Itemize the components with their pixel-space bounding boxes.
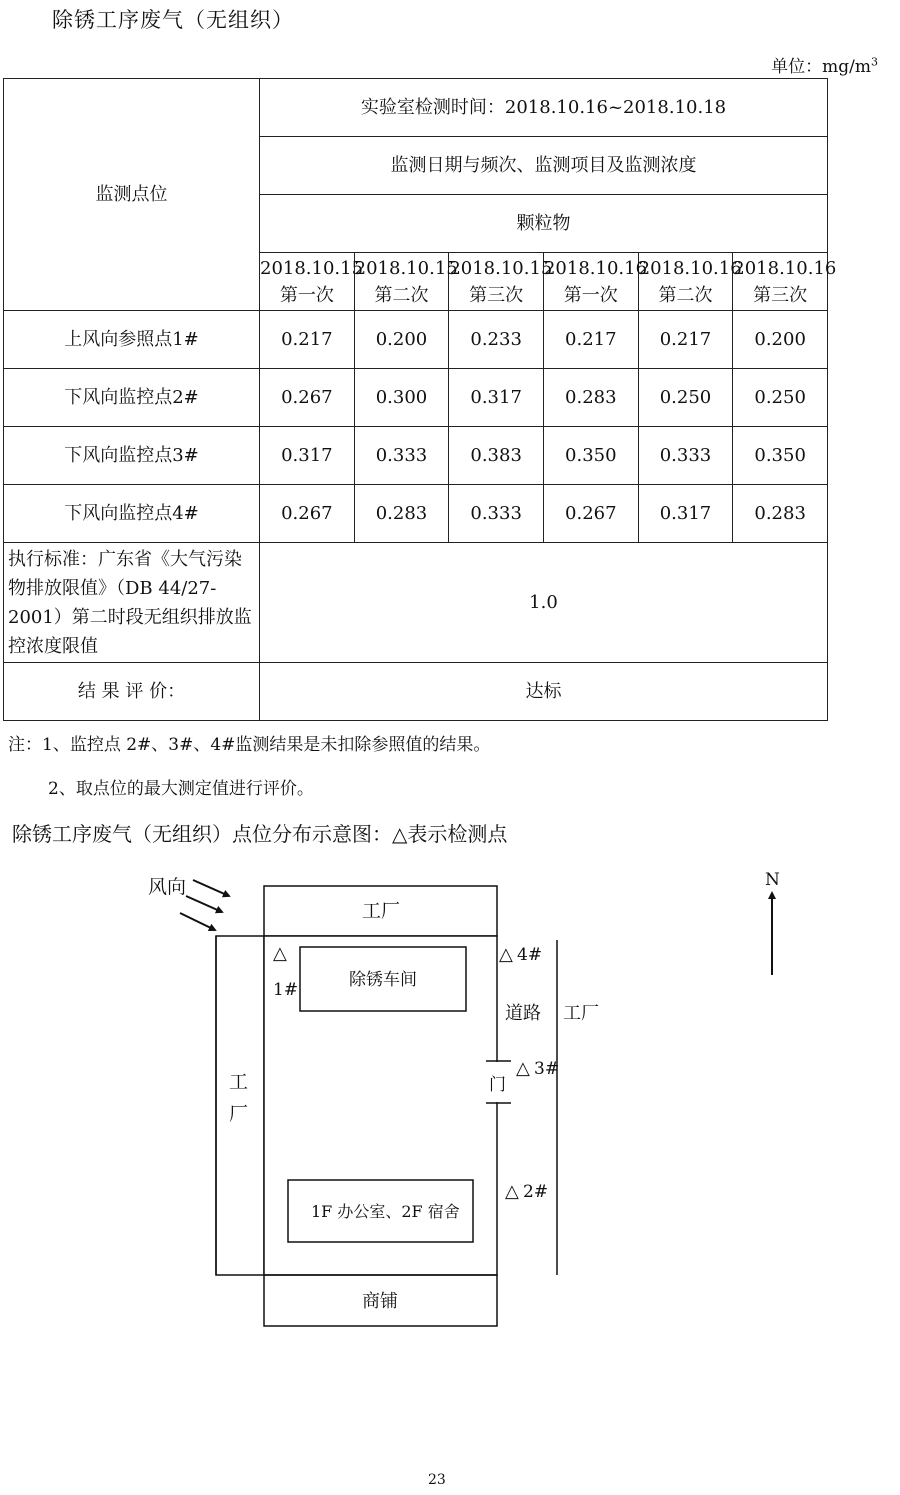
point-label: 下风向监控点4# — [4, 485, 260, 543]
value-cell: 0.283 — [354, 485, 449, 543]
factory-left-label-1: 工 — [229, 1071, 249, 1093]
table-row — [4, 427, 828, 485]
date-header-cell: 2018.10.16 第二次 — [638, 253, 733, 311]
value-cell: 0.217 — [543, 311, 638, 369]
monitor-point-3-label: 3# — [534, 1059, 560, 1079]
value-cell: 0.283 — [733, 485, 828, 543]
table-row — [4, 311, 828, 369]
value-cell: 0.333 — [354, 427, 449, 485]
note-1: 注：1、监控点 2#、3#、4#监测结果是未扣除参照值的结果。 — [8, 735, 491, 755]
page-number: 23 — [428, 1472, 446, 1488]
table-row — [4, 485, 828, 543]
date-header-cell: 2018.10.16 第一次 — [543, 253, 638, 311]
frequency-header: 监测日期与频次、监测项目及监测浓度 — [260, 137, 828, 195]
point-label: 下风向监控点2# — [4, 369, 260, 427]
road-label: 道路 — [505, 1003, 541, 1024]
value-cell: 0.350 — [543, 427, 638, 485]
factory-left-label-2: 厂 — [229, 1103, 249, 1125]
diagram-title: 除锈工序废气（无组织）点位分布示意图：△表示检测点 — [12, 822, 508, 846]
monitor-point-1-label: 1# — [273, 980, 299, 1000]
unit-label — [771, 52, 878, 77]
monitoring-table — [3, 78, 837, 721]
value-cell: 0.283 — [543, 369, 638, 427]
site-diagram — [0, 855, 900, 1355]
value-cell: 0.267 — [260, 369, 355, 427]
value-cell: 0.383 — [449, 427, 544, 485]
monitor-point-3-icon: △ — [516, 1058, 530, 1079]
office-label: 1F 办公室、2F 宿舍 — [311, 1202, 460, 1221]
date-header-cell: 2018.10.15 第三次 — [449, 253, 544, 311]
workshop-label: 除锈车间 — [349, 970, 417, 990]
date-header-cell: 2018.10.16 第三次 — [733, 253, 828, 311]
value-cell: 0.233 — [449, 311, 544, 369]
page-heading: 除锈工序废气（无组织） — [52, 8, 294, 32]
value-cell: 0.200 — [354, 311, 449, 369]
wind-label: 风向 — [148, 876, 187, 898]
monitor-point-4-icon: △ — [499, 944, 513, 965]
point-header: 监测点位 — [4, 79, 260, 311]
wind-arrow-icon — [186, 896, 222, 912]
value-cell: 0.267 — [543, 485, 638, 543]
result-value: 达标 — [260, 663, 828, 721]
lab-time-cell: 实验室检测时间：2018.10.16~2018.10.18 — [260, 79, 828, 137]
value-cell: 0.217 — [260, 311, 355, 369]
table-row — [4, 369, 828, 427]
value-cell: 0.350 — [733, 427, 828, 485]
item-header: 颗粒物 — [260, 195, 828, 253]
monitor-point-2-label: 2# — [523, 1182, 549, 1202]
note-2: 2、取点位的最大测定值进行评价。 — [48, 779, 314, 799]
wind-arrow-icon — [193, 880, 229, 896]
shop-label: 商铺 — [362, 1291, 398, 1312]
standard-label: 执行标准：广东省《大气污染物排放限值》（DB 44/27-2001）第二时段无组织排放监控浓度限值 — [4, 543, 260, 663]
monitor-point-1-icon: △ — [273, 943, 287, 964]
wind-arrow-icon — [180, 913, 215, 930]
value-cell: 0.250 — [638, 369, 733, 427]
unit-superscript: 3 — [871, 55, 878, 69]
monitor-point-4-label: 4# — [517, 945, 543, 965]
standard-value: 1.0 — [260, 543, 828, 663]
monitor-point-2-icon: △ — [505, 1181, 519, 1202]
value-cell: 0.317 — [449, 369, 544, 427]
date-header-cell: 2018.10.15 第一次 — [260, 253, 355, 311]
value-cell: 0.333 — [449, 485, 544, 543]
value-cell: 0.300 — [354, 369, 449, 427]
result-label: 结 果 评 价： — [4, 663, 260, 721]
factory-right-label: 工厂 — [563, 1003, 599, 1024]
value-cell: 0.333 — [638, 427, 733, 485]
value-cell: 0.217 — [638, 311, 733, 369]
north-label: N — [765, 870, 780, 890]
date-header-cell: 2018.10.15 第二次 — [354, 253, 449, 311]
point-label: 下风向监控点3# — [4, 427, 260, 485]
factory-top-label: 工厂 — [362, 900, 401, 922]
unit-prefix: 单位：mg/m — [771, 57, 871, 77]
value-cell: 0.317 — [260, 427, 355, 485]
value-cell: 0.267 — [260, 485, 355, 543]
point-label: 上风向参照点1# — [4, 311, 260, 369]
value-cell: 0.250 — [733, 369, 828, 427]
value-cell: 0.200 — [733, 311, 828, 369]
gate-label: 门 — [489, 1075, 506, 1095]
value-cell: 0.317 — [638, 485, 733, 543]
